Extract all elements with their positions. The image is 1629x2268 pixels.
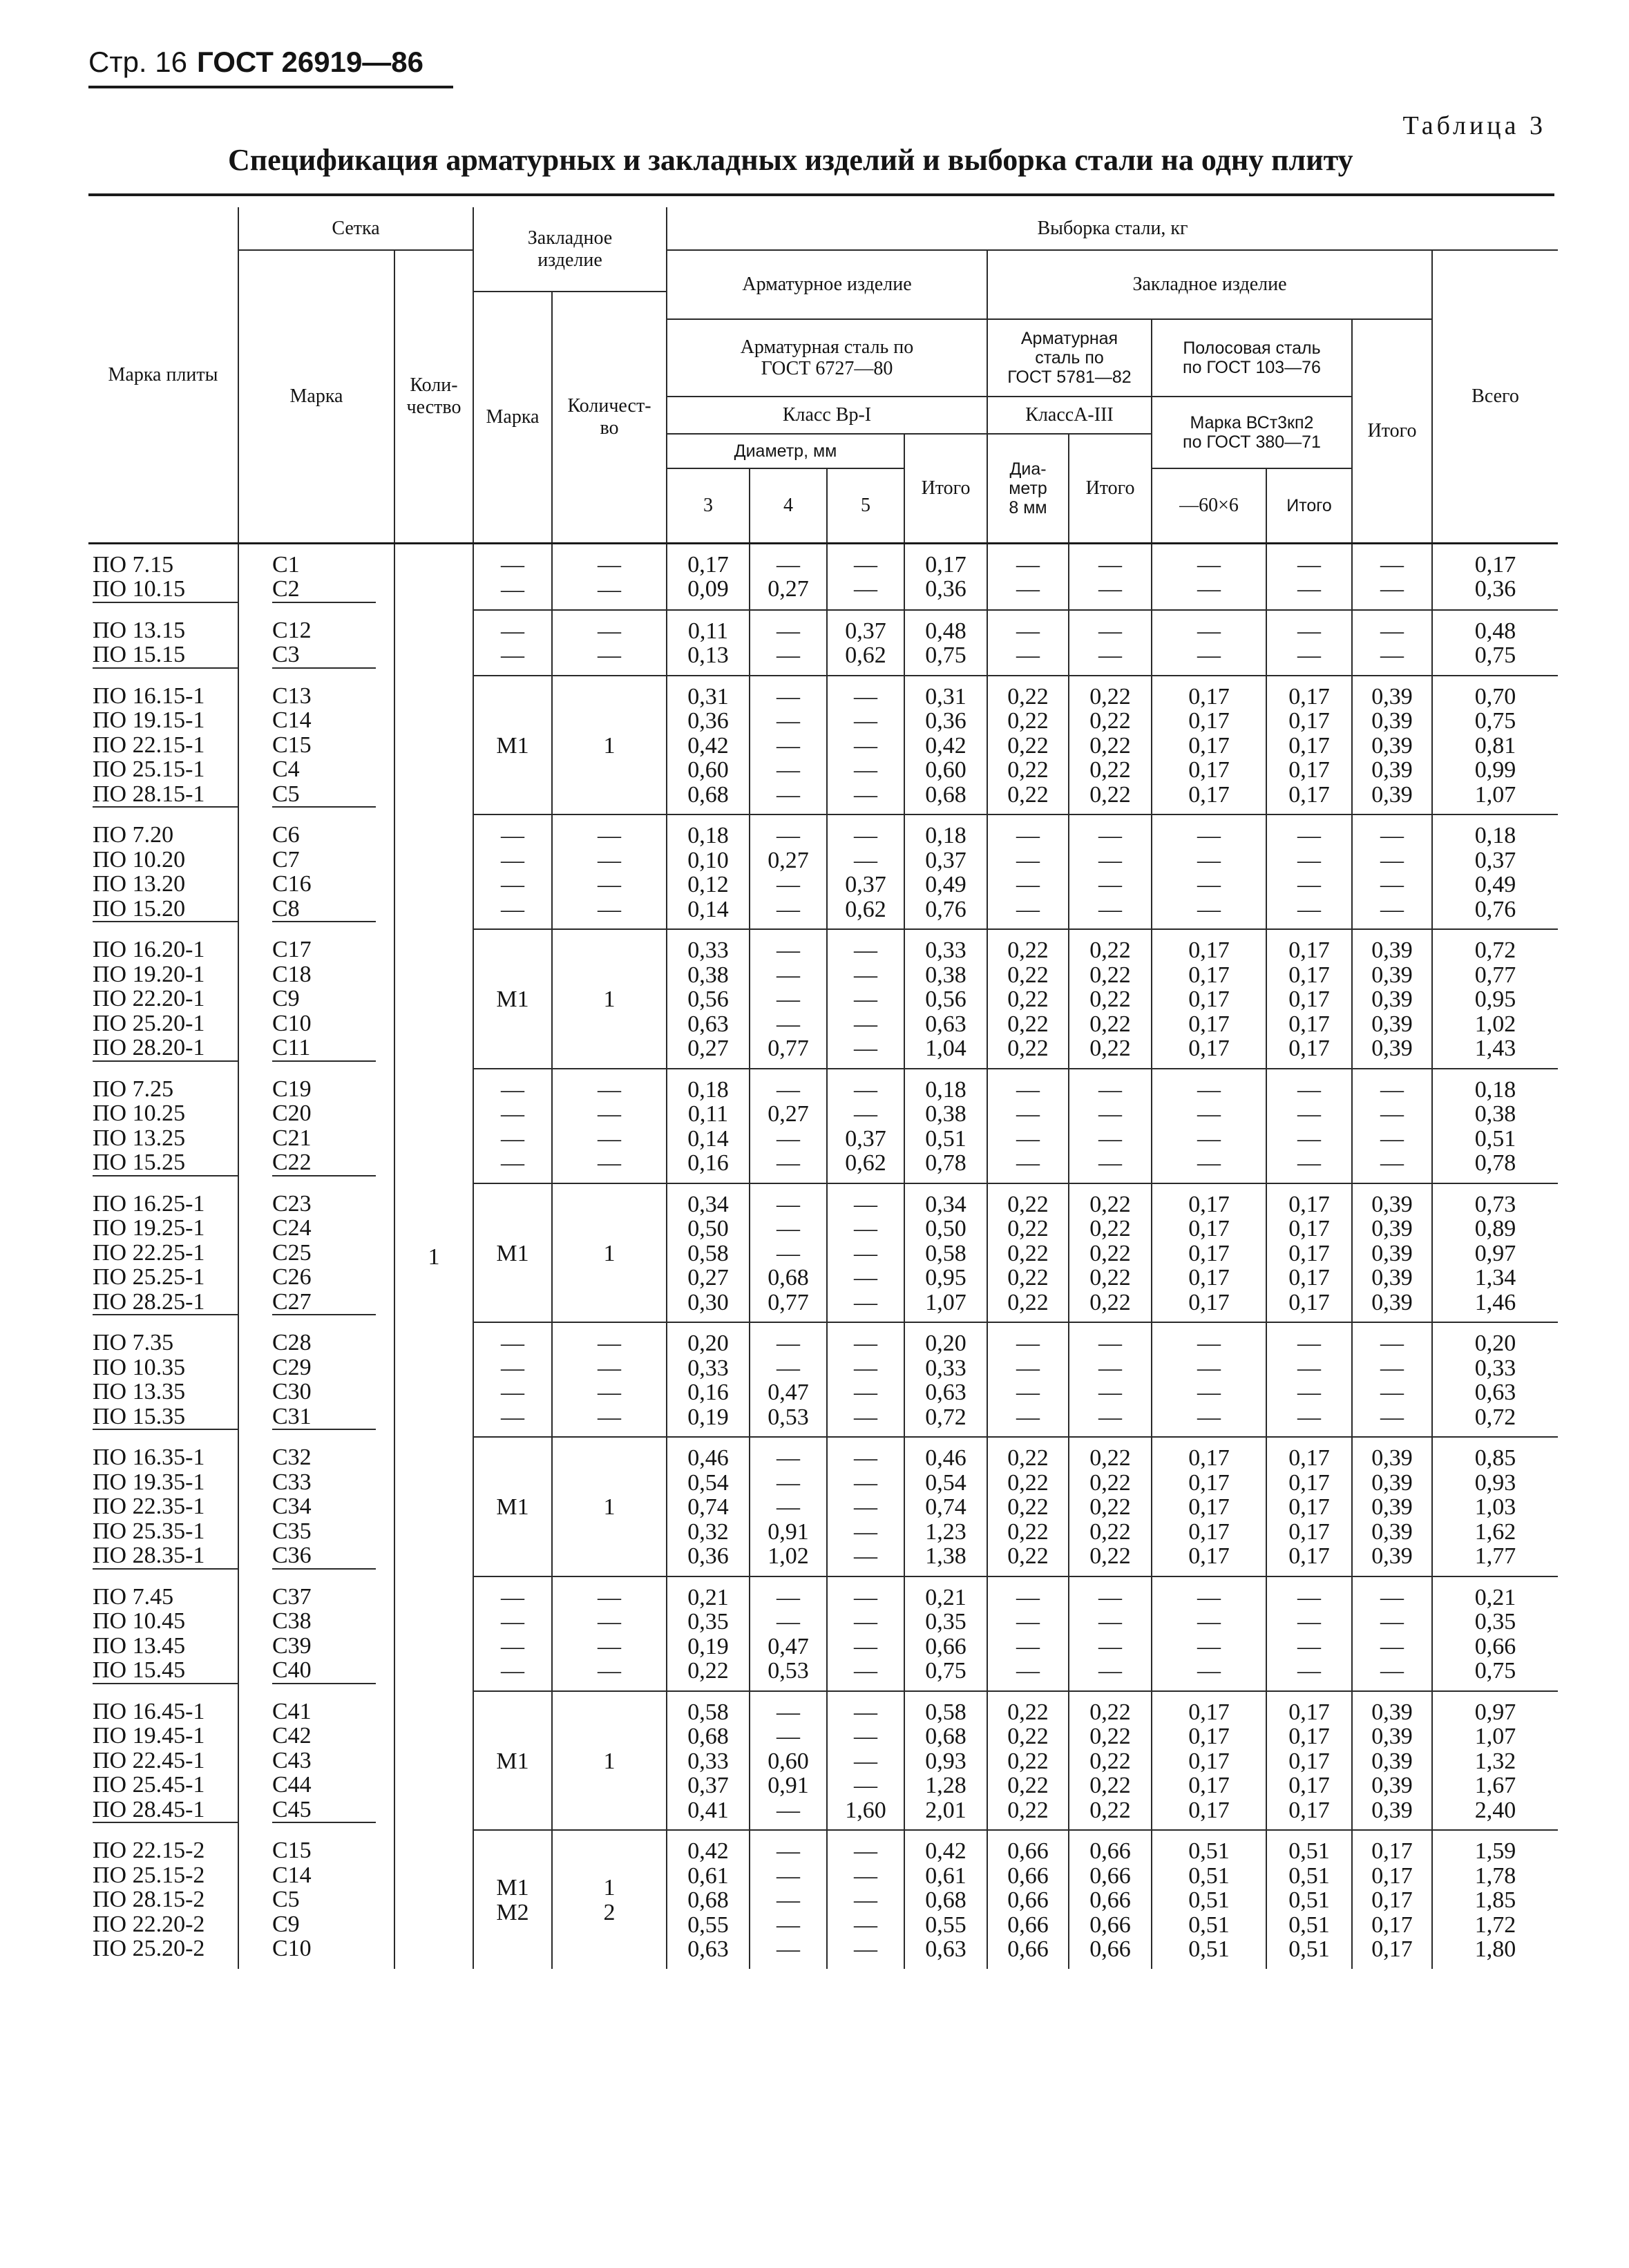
value-cell-t2: 0,22 0,22 0,22 0,22 0,22 (1069, 676, 1152, 815)
value-cell-s: — — (1152, 610, 1266, 676)
header-d3: 3 (667, 468, 750, 543)
value-cell-t4: 0,39 0,39 0,39 0,39 0,39 (1352, 1183, 1432, 1323)
embed-qty-cell: — — — — (552, 814, 667, 929)
value-cell-t2: — — — — (1069, 1322, 1152, 1437)
value-cell-all: 0,72 0,77 0,95 1,02 1,43 (1432, 929, 1558, 1069)
embed-qty-cell: — — (552, 543, 667, 610)
embed-mark-cell: М1 (473, 929, 552, 1069)
value-cell-d4: — — — 0,91 1,02 (750, 1437, 827, 1576)
plate-mark-cell-text: ПО 16.25-1 ПО 19.25-1 ПО 22.25-1 ПО 25.25-1 ПО 28.25-1 (93, 1192, 238, 1316)
value-cell-s: 0,51 0,51 0,51 0,51 0,51 (1152, 1830, 1266, 1969)
value-cell-s: — — — — (1152, 1069, 1266, 1183)
value-cell-t1: 0,21 0,35 0,66 0,75 (904, 1576, 987, 1691)
value-cell-t1: 0,42 0,61 0,68 0,55 0,63 (904, 1830, 987, 1969)
value-cell-d3: 0,21 0,35 0,19 0,22 (667, 1576, 750, 1691)
table-top-rule (88, 193, 1554, 196)
value-cell-t4: — — — — (1352, 814, 1432, 929)
value-cell-d5: — — (827, 543, 904, 610)
value-cell-d5: — — — — (827, 1322, 904, 1437)
value-cell-t3: — — — — (1266, 1322, 1352, 1437)
value-cell-t1: 0,31 0,36 0,42 0,60 0,68 (904, 676, 987, 815)
header-diameter: Диаметр, мм (667, 434, 904, 468)
value-cell-s: — — — — (1152, 1322, 1266, 1437)
value-cell-s: 0,17 0,17 0,17 0,17 0,17 (1152, 676, 1266, 815)
value-cell-t1: 0,33 0,38 0,56 0,63 1,04 (904, 929, 987, 1069)
value-cell-all: 0,20 0,33 0,63 0,72 (1432, 1322, 1558, 1437)
table-label: Таблица 3 (1402, 111, 1546, 140)
value-cell-d3: 0,31 0,36 0,42 0,60 0,68 (667, 676, 750, 815)
plate-mark-cell (88, 1691, 238, 1831)
value-cell-all: 0,48 0,75 (1432, 610, 1558, 676)
value-cell-d5: — — — — 1,60 (827, 1691, 904, 1831)
header-embed: Закладное изделие (473, 207, 667, 292)
value-cell-t1: 0,48 0,75 (904, 610, 987, 676)
header-plate-mark: Марка плиты (88, 207, 238, 543)
value-cell-d4: — — — — — (750, 1830, 827, 1969)
header-embed-qty: Количест- во (552, 292, 667, 543)
table-row-group (88, 1576, 1558, 1691)
value-cell-d4: — — 0,60 0,91 — (750, 1691, 827, 1831)
plate-mark-cell (88, 1437, 238, 1576)
embed-mark-cell: — — (473, 610, 552, 676)
value-cell-t2: — — (1069, 543, 1152, 610)
value-cell-s: 0,17 0,17 0,17 0,17 0,17 (1152, 1437, 1266, 1576)
value-cell-t2: 0,22 0,22 0,22 0,22 0,22 (1069, 1691, 1152, 1831)
header-strip-mark: Марка ВСт3кп2 по ГОСТ 380—71 (1152, 397, 1352, 468)
table-row-group (88, 814, 1558, 929)
mesh-mark-cell-text: С1 С2 (272, 553, 376, 603)
header-strip-steel: Полосовая сталь по ГОСТ 103—76 (1152, 319, 1352, 397)
plate-mark-cell-text: ПО 16.20-1 ПО 19.20-1 ПО 22.20-1 ПО 25.20-1 ПО 28.20-1 (93, 937, 238, 1062)
value-cell-a8: — — — — (987, 1322, 1069, 1437)
embed-mark-cell: — — (473, 543, 552, 610)
plate-mark-cell-text: ПО 7.35 ПО 10.35 ПО 13.35 ПО 15.35 (93, 1331, 238, 1430)
embed-mark-cell: М1 М2 (473, 1830, 552, 1969)
value-cell-t1: 0,46 0,54 0,74 1,23 1,38 (904, 1437, 987, 1576)
header-rebar-steel-gost: Арматурная сталь по ГОСТ 6727—80 (667, 319, 987, 397)
mesh-mark-cell (238, 1322, 394, 1437)
embed-qty-cell: 1 (552, 929, 667, 1069)
mesh-mark-cell-text: С6 С7 С16 С8 (272, 823, 376, 922)
value-cell-all: 0,70 0,75 0,81 0,99 1,07 (1432, 676, 1558, 815)
table-row-group (88, 1069, 1558, 1183)
value-cell-d3: 0,17 0,09 (667, 543, 750, 610)
plate-mark-cell-text: ПО 7.45 ПО 10.45 ПО 13.45 ПО 15.45 (93, 1585, 238, 1684)
table-row-group (88, 1322, 1558, 1437)
value-cell-all: 0,21 0,35 0,66 0,75 (1432, 1576, 1558, 1691)
value-cell-t1: 0,17 0,36 (904, 543, 987, 610)
header-mesh-mark: Марка (238, 250, 394, 543)
mesh-mark-cell (238, 543, 394, 610)
embed-qty-cell: 1 (552, 1437, 667, 1576)
value-cell-d3: 0,11 0,13 (667, 610, 750, 676)
plate-mark-cell (88, 1576, 238, 1691)
embed-mark-cell: М1 (473, 1691, 552, 1831)
value-cell-t1: 0,58 0,68 0,93 1,28 2,01 (904, 1691, 987, 1831)
embed-mark-cell: — — — — (473, 1322, 552, 1437)
value-cell-d3: 0,34 0,50 0,58 0,27 0,30 (667, 1183, 750, 1323)
value-cell-s: 0,17 0,17 0,17 0,17 0,17 (1152, 929, 1266, 1069)
value-cell-t1: 0,34 0,50 0,58 0,95 1,07 (904, 1183, 987, 1323)
value-cell-t3: 0,17 0,17 0,17 0,17 0,17 (1266, 1437, 1352, 1576)
value-cell-d5: — — 0,37 0,62 (827, 814, 904, 929)
value-cell-t3: — — (1266, 543, 1352, 610)
header-diam8: Диа- метр 8 мм (987, 434, 1069, 543)
header-total-strip: Итого (1266, 468, 1352, 543)
value-cell-d4: — — 0,47 0,53 (750, 1576, 827, 1691)
value-cell-d3: 0,18 0,11 0,14 0,16 (667, 1069, 750, 1183)
value-cell-t4: — — — — (1352, 1576, 1432, 1691)
value-cell-t2: 0,22 0,22 0,22 0,22 0,22 (1069, 929, 1152, 1069)
plate-mark-cell-text: ПО 16.45-1 ПО 19.45-1 ПО 22.45-1 ПО 25.45-1 ПО 28.45-1 (93, 1699, 238, 1824)
embed-mark-cell: — — — — (473, 1069, 552, 1183)
value-cell-t2: — — — — (1069, 1069, 1152, 1183)
mesh-mark-cell-text: С37 С38 С39 С40 (272, 1585, 376, 1684)
page-header (88, 46, 423, 79)
mesh-mark-cell (238, 814, 394, 929)
mesh-mark-cell (238, 676, 394, 815)
value-cell-a8: — — — — (987, 1576, 1069, 1691)
header-total-aiii: Итого (1069, 434, 1152, 543)
mesh-qty-cell: 1 (394, 543, 473, 1969)
value-cell-t2: — — — — (1069, 1576, 1152, 1691)
table-row-group (88, 1830, 1558, 1969)
value-cell-d5: — — — — — (827, 1830, 904, 1969)
value-cell-a8: 0,22 0,22 0,22 0,22 0,22 (987, 929, 1069, 1069)
value-cell-s: 0,17 0,17 0,17 0,17 0,17 (1152, 1183, 1266, 1323)
mesh-mark-cell (238, 610, 394, 676)
value-cell-a8: 0,66 0,66 0,66 0,66 0,66 (987, 1830, 1069, 1969)
value-cell-d3: 0,46 0,54 0,74 0,32 0,36 (667, 1437, 750, 1576)
value-cell-s: — — (1152, 543, 1266, 610)
table-row-group (88, 676, 1558, 815)
table-row-group (88, 610, 1558, 676)
value-cell-s: — — — — (1152, 814, 1266, 929)
value-cell-t2: — — — — (1069, 814, 1152, 929)
mesh-mark-cell-text: С17 С18 С9 С10 С11 (272, 937, 376, 1062)
value-cell-a8: — — — — (987, 814, 1069, 929)
header-mesh: Сетка (238, 207, 473, 250)
header-class-aiii: КлассА-III (987, 397, 1152, 434)
value-cell-s: — — — — (1152, 1576, 1266, 1691)
embed-qty-cell: 1 (552, 676, 667, 815)
header-total-rebar: Итого (904, 434, 987, 543)
embed-qty-cell: — — — — (552, 1069, 667, 1183)
embed-mark-cell: — — — — (473, 814, 552, 929)
value-cell-t3: 0,17 0,17 0,17 0,17 0,17 (1266, 1691, 1352, 1831)
value-cell-t3: — — — — (1266, 1576, 1352, 1691)
embed-mark-cell: М1 (473, 1183, 552, 1323)
value-cell-a8: 0,22 0,22 0,22 0,22 0,22 (987, 676, 1069, 815)
mesh-mark-cell (238, 1830, 394, 1969)
plate-mark-cell-text: ПО 22.15-2 ПО 25.15-2 ПО 28.15-2 ПО 22.20-2 ПО 25.20-2 (93, 1838, 205, 1961)
value-cell-t3: 0,17 0,17 0,17 0,17 0,17 (1266, 929, 1352, 1069)
value-cell-d5: — — — — (827, 1576, 904, 1691)
plate-mark-cell-text: ПО 13.15 ПО 15.15 (93, 618, 238, 669)
header-mesh-qty: Коли- чество (394, 250, 473, 543)
value-cell-t3: — — — — (1266, 1069, 1352, 1183)
header-embed-item: Закладное изделие (987, 250, 1432, 319)
plate-mark-cell-text: ПО 16.15-1 ПО 19.15-1 ПО 22.15-1 ПО 25.15-1 ПО 28.15-1 (93, 684, 238, 808)
mesh-mark-cell-text: С32 С33 С34 С35 С36 (272, 1445, 376, 1570)
plate-mark-cell (88, 814, 238, 929)
value-cell-a8: — — (987, 610, 1069, 676)
embed-qty-cell: — — — — (552, 1576, 667, 1691)
value-cell-d4: — — — — — (750, 676, 827, 815)
plate-mark-cell (88, 1183, 238, 1323)
value-cell-all: 0,18 0,38 0,51 0,78 (1432, 1069, 1558, 1183)
header-strip-size: —60×6 (1152, 468, 1266, 543)
plate-mark-cell (88, 610, 238, 676)
value-cell-s: 0,17 0,17 0,17 0,17 0,17 (1152, 1691, 1266, 1831)
header-grand-total: Всего (1432, 250, 1558, 543)
value-cell-t4: — — — — (1352, 1069, 1432, 1183)
mesh-mark-cell (238, 1069, 394, 1183)
value-cell-d4: — — (750, 610, 827, 676)
table-row-group (88, 1691, 1558, 1831)
plate-mark-cell-text: ПО 7.15 ПО 10.15 (93, 553, 238, 603)
header-total-embed: Итого (1352, 319, 1432, 543)
table-row-group (88, 929, 1558, 1069)
value-cell-d4: — 0,27 (750, 543, 827, 610)
value-cell-a8: 0,22 0,22 0,22 0,22 0,22 (987, 1437, 1069, 1576)
value-cell-d3: 0,33 0,38 0,56 0,63 0,27 (667, 929, 750, 1069)
header-embed-mark: Марка (473, 292, 552, 543)
mesh-mark-cell (238, 1691, 394, 1831)
header-d4: 4 (750, 468, 827, 543)
header-embed-rebar: Арматурная сталь по ГОСТ 5781—82 (987, 319, 1152, 397)
value-cell-d3: 0,42 0,61 0,68 0,55 0,63 (667, 1830, 750, 1969)
value-cell-all: 0,18 0,37 0,49 0,76 (1432, 814, 1558, 929)
header-steel: Выборка стали, кг (667, 207, 1558, 250)
value-cell-d4: — 0,27 — — (750, 814, 827, 929)
value-cell-all: 0,97 1,07 1,32 1,67 2,40 (1432, 1691, 1558, 1831)
table-row-group (88, 1183, 1558, 1323)
embed-mark-cell: М1 (473, 676, 552, 815)
mesh-mark-cell (238, 1437, 394, 1576)
value-cell-d5: 0,37 0,62 (827, 610, 904, 676)
embed-qty-cell: 1 (552, 1183, 667, 1323)
value-cell-t4: — — (1352, 543, 1432, 610)
plate-mark-cell (88, 1322, 238, 1437)
value-cell-t3: 0,51 0,51 0,51 0,51 0,51 (1266, 1830, 1352, 1969)
value-cell-t3: — — (1266, 610, 1352, 676)
value-cell-a8: 0,22 0,22 0,22 0,22 0,22 (987, 1691, 1069, 1831)
value-cell-t1: 0,18 0,37 0,49 0,76 (904, 814, 987, 929)
table-row-group (88, 1437, 1558, 1576)
mesh-mark-cell-text: С41 С42 С43 С44 С45 (272, 1699, 376, 1824)
mesh-mark-cell-text: С15 С14 С5 С9 С10 (272, 1838, 312, 1961)
mesh-mark-cell-text: С19 С20 С21 С22 (272, 1077, 376, 1176)
embed-qty-cell: — — — — (552, 1322, 667, 1437)
plate-mark-cell-text: ПО 16.35-1 ПО 19.35-1 ПО 22.35-1 ПО 25.35-1 ПО 28.35-1 (93, 1445, 238, 1570)
plate-mark-cell (88, 1069, 238, 1183)
value-cell-t4: 0,39 0,39 0,39 0,39 0,39 (1352, 1437, 1432, 1576)
header-class-bp: Класс Вр-I (667, 397, 987, 434)
table-body (88, 543, 1558, 1969)
header-d5: 5 (827, 468, 904, 543)
value-cell-t4: 0,17 0,17 0,17 0,17 0,17 (1352, 1830, 1432, 1969)
plate-mark-cell (88, 676, 238, 815)
value-cell-d4: — 0,27 — — (750, 1069, 827, 1183)
value-cell-d5: — — — — — (827, 929, 904, 1069)
mesh-mark-cell-text: С12 С3 (272, 618, 376, 669)
mesh-mark-cell-text: С23 С24 С25 С26 С27 (272, 1192, 376, 1316)
mesh-mark-cell-text: С13 С14 С15 С4 С5 (272, 684, 376, 808)
value-cell-a8: 0,22 0,22 0,22 0,22 0,22 (987, 1183, 1069, 1323)
embed-qty-cell: 1 (552, 1691, 667, 1831)
value-cell-t1: 0,20 0,33 0,63 0,72 (904, 1322, 987, 1437)
plate-mark-cell-text: ПО 7.25 ПО 10.25 ПО 13.25 ПО 15.25 (93, 1077, 238, 1176)
specification-table (88, 207, 1558, 1969)
mesh-mark-cell (238, 929, 394, 1069)
value-cell-d3: 0,58 0,68 0,33 0,37 0,41 (667, 1691, 750, 1831)
standard-number: ГОСТ 26919—86 (196, 46, 424, 78)
page-number: Стр. 16 (88, 46, 187, 78)
value-cell-t4: — — (1352, 610, 1432, 676)
plate-mark-cell (88, 929, 238, 1069)
mesh-mark-cell-text: С28 С29 С30 С31 (272, 1331, 376, 1430)
value-cell-t2: 0,22 0,22 0,22 0,22 0,22 (1069, 1183, 1152, 1323)
value-cell-d5: — — — — — (827, 676, 904, 815)
embed-qty-cell: — — (552, 610, 667, 676)
value-cell-t2: — — (1069, 610, 1152, 676)
mesh-mark-cell (238, 1183, 394, 1323)
mesh-mark-cell (238, 1576, 394, 1691)
value-cell-all: 1,59 1,78 1,85 1,72 1,80 (1432, 1830, 1558, 1969)
header-rebar-item: Арматурное изделие (667, 250, 987, 319)
value-cell-d5: — — — — — (827, 1183, 904, 1323)
value-cell-t3: 0,17 0,17 0,17 0,17 0,17 (1266, 676, 1352, 815)
value-cell-t3: — — — — (1266, 814, 1352, 929)
table-title: Спецификация арматурных и закладных изделий и выборка стали на одну плиту (228, 143, 1353, 177)
value-cell-a8: — — (987, 543, 1069, 610)
value-cell-t2: 0,66 0,66 0,66 0,66 0,66 (1069, 1830, 1152, 1969)
value-cell-t3: 0,17 0,17 0,17 0,17 0,17 (1266, 1183, 1352, 1323)
value-cell-all: 0,85 0,93 1,03 1,62 1,77 (1432, 1437, 1558, 1576)
table-row-group (88, 543, 1558, 610)
value-cell-d3: 0,18 0,10 0,12 0,14 (667, 814, 750, 929)
value-cell-t4: 0,39 0,39 0,39 0,39 0,39 (1352, 1691, 1432, 1831)
value-cell-a8: — — — — (987, 1069, 1069, 1183)
value-cell-t4: 0,39 0,39 0,39 0,39 0,39 (1352, 676, 1432, 815)
embed-qty-cell: 1 2 (552, 1830, 667, 1969)
value-cell-t4: — — — — (1352, 1322, 1432, 1437)
embed-mark-cell: М1 (473, 1437, 552, 1576)
value-cell-t1: 0,18 0,38 0,51 0,78 (904, 1069, 987, 1183)
value-cell-d4: — — — 0,68 0,77 (750, 1183, 827, 1323)
value-cell-d4: — — — — 0,77 (750, 929, 827, 1069)
value-cell-d4: — — 0,47 0,53 (750, 1322, 827, 1437)
value-cell-d5: — — 0,37 0,62 (827, 1069, 904, 1183)
plate-mark-cell (88, 543, 238, 610)
embed-mark-cell: — — — — (473, 1576, 552, 1691)
value-cell-t2: 0,22 0,22 0,22 0,22 0,22 (1069, 1437, 1152, 1576)
header-rule (88, 86, 453, 88)
plate-mark-cell-text: ПО 7.20 ПО 10.20 ПО 13.20 ПО 15.20 (93, 823, 238, 922)
value-cell-d3: 0,20 0,33 0,16 0,19 (667, 1322, 750, 1437)
value-cell-t4: 0,39 0,39 0,39 0,39 0,39 (1352, 929, 1432, 1069)
plate-mark-cell (88, 1830, 238, 1969)
value-cell-all: 0,73 0,89 0,97 1,34 1,46 (1432, 1183, 1558, 1323)
value-cell-all: 0,17 0,36 (1432, 543, 1558, 610)
value-cell-d5: — — — — — (827, 1437, 904, 1576)
